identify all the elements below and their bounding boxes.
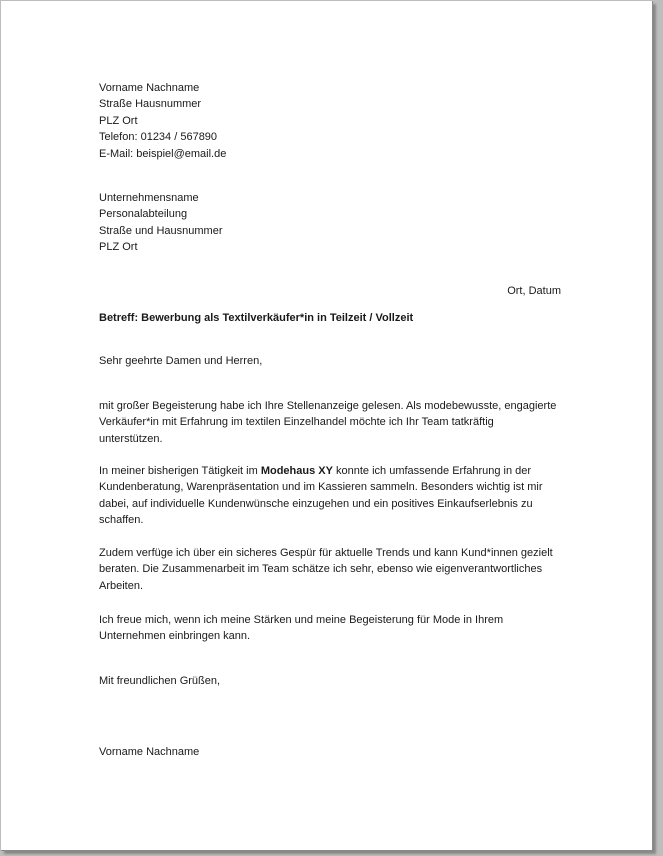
sender-email: E-Mail: beispiel@email.de xyxy=(99,147,227,160)
recipient-company: Unternehmensname xyxy=(99,192,199,204)
paragraph-text: konnte ich umfassende Erfahrung in der xyxy=(332,465,532,477)
paragraph-line: Kundenberatung, Warenpräsentation und im Kassieren sammeln. Besonders wichtig ist mir xyxy=(99,481,543,494)
sender-phone: Telefon: 01234 / 567890 xyxy=(99,131,218,144)
paragraph-line: schaffen. xyxy=(99,514,144,527)
recipient-address-block xyxy=(99,190,569,256)
paragraph-line: dabei, auf individuelle Kundenwünsche einzugehen und ein positives Einkaufserlebnis zu xyxy=(99,497,533,510)
closing-phrase: Mit freundlichen Grüßen, xyxy=(99,675,221,687)
recipient-department: Personalabteilung xyxy=(99,208,188,221)
company-highlight: Modehaus XY xyxy=(260,465,333,477)
subject-line: Betreff: Bewerbung als Textilverkäufer*in in Teilzeit / Vollzeit xyxy=(99,312,414,324)
paragraph-line: Verkäufer*in mit Erfahrung im textilen Einzelhandel möchte ich Ihr Team tatkräftig xyxy=(99,416,494,429)
signature-name: Vorname Nachname xyxy=(99,746,200,758)
recipient-street: Straße und Hausnummer xyxy=(99,224,223,237)
paragraph-line: Zudem verfüge ich über ein sicheres Gespür für aktuelle Trends und kann Kund*innen gezielt xyxy=(99,547,553,559)
salutation: Sehr geehrte Damen und Herren, xyxy=(99,355,263,367)
body-paragraph-3 xyxy=(99,545,569,594)
body-paragraph-1 xyxy=(99,398,569,447)
paragraph-line: Ich freue mich, wenn ich meine Stärken und meine Begeisterung für Mode in Ihrem xyxy=(99,614,504,626)
sender-street: Straße Hausnummer xyxy=(99,98,202,111)
paragraph-line: Unternehmen einbringen kann. xyxy=(99,630,251,643)
place-date: Ort, Datum xyxy=(507,285,561,297)
recipient-city: PLZ Ort xyxy=(99,241,138,254)
paragraph-text: In meiner bisherigen Tätigkeit im xyxy=(99,465,261,477)
paragraph-line: unterstützen. xyxy=(99,432,163,445)
paragraph-line: beraten. Die Zusammenarbeit im Team schätze ich sehr, ebenso wie eigenverantwortliches xyxy=(99,563,543,576)
document-page xyxy=(1,1,653,851)
body-paragraph-2 xyxy=(99,463,569,529)
paragraph-line xyxy=(99,463,569,479)
body-paragraph-4 xyxy=(99,612,569,645)
paragraph-line: Arbeiten. xyxy=(99,579,144,592)
sender-name: Vorname Nachname xyxy=(99,82,200,94)
paragraph-line: mit großer Begeisterung habe ich Ihre Stellenanzeige gelesen. Als modebewusste, engagierte xyxy=(99,400,557,412)
sender-city: PLZ Ort xyxy=(99,114,138,127)
sender-address-block xyxy=(99,80,569,162)
